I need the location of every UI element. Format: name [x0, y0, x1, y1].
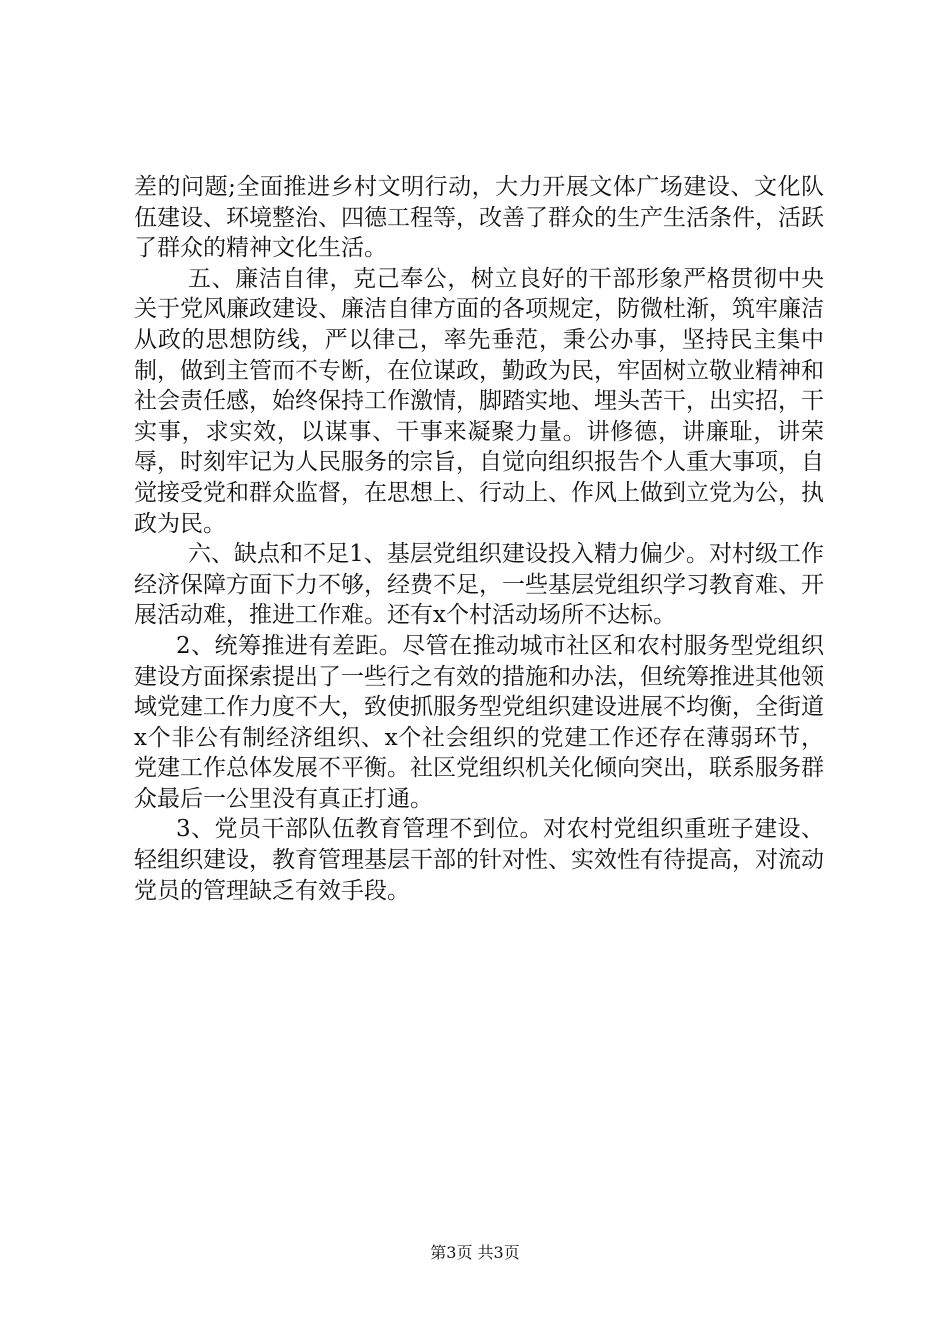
paragraph-item-two: 2、统筹推进有差距。尽管在推动城市社区和农村服务型党组织建设方面探索提出了一些行之有效的措施和办法，但统筹推进其他领域党建工作力度不大，致使抓服务型党组织建设进展不均衡，全街道x个非公有制经济组织、x个社会组织的党建工作还存在薄弱环节，党建工作总体发展不平衡。社区党组织机关化倾向突出，联系服务群众最后一公里没有真正打通。	[134, 632, 824, 812]
document-body	[134, 172, 824, 906]
paragraph-continuation: 差的问题;全面推进乡村文明行动，大力开展文体广场建设、文化队伍建设、环境整治、四德工程等，改善了群众的生产生活条件，活跃了群众的精神文化生活。	[134, 174, 824, 262]
paragraph-section-six: 六、缺点和不足1、基层党组织建设投入精力偏少。对村级工作经济保障方面下力不够，经费不足，一些基层党组织学习教育难、开展活动难，推进工作难。还有x个村活动场所不达标。	[134, 541, 824, 629]
page-footer: 第3页 共3页	[430, 1243, 520, 1262]
paragraph-section-five: 五、廉洁自律，克己奉公，树立良好的干部形象严格贯彻中央关于党风廉政建设、廉洁自律方面的各项规定，防微杜渐，筑牢廉洁从政的思想防线，严以律己，率先垂范，秉公办事，坚持民主集中制，做到主管而不专断，在位谋政，勤政为民，牢固树立敬业精神和社会责任感，始终保持工作激情，脚踏实地、埋头苦干，出实招，干实事，求实效，以谋事、干事来凝聚力量。讲修德，讲廉耻，讲荣辱，时刻牢记为人民服务的宗旨，自觉向组织报告个人重大事项，自觉接受党和群众监督，在思想上、行动上、作风上做到立党为公，执政为民。	[134, 265, 824, 537]
paragraph-item-three: 3、党员干部队伍教育管理不到位。对农村党组织重班子建设、轻组织建设，教育管理基层干部的针对性、实效性有待提高，对流动党员的管理缺乏有效手段。	[134, 816, 824, 904]
